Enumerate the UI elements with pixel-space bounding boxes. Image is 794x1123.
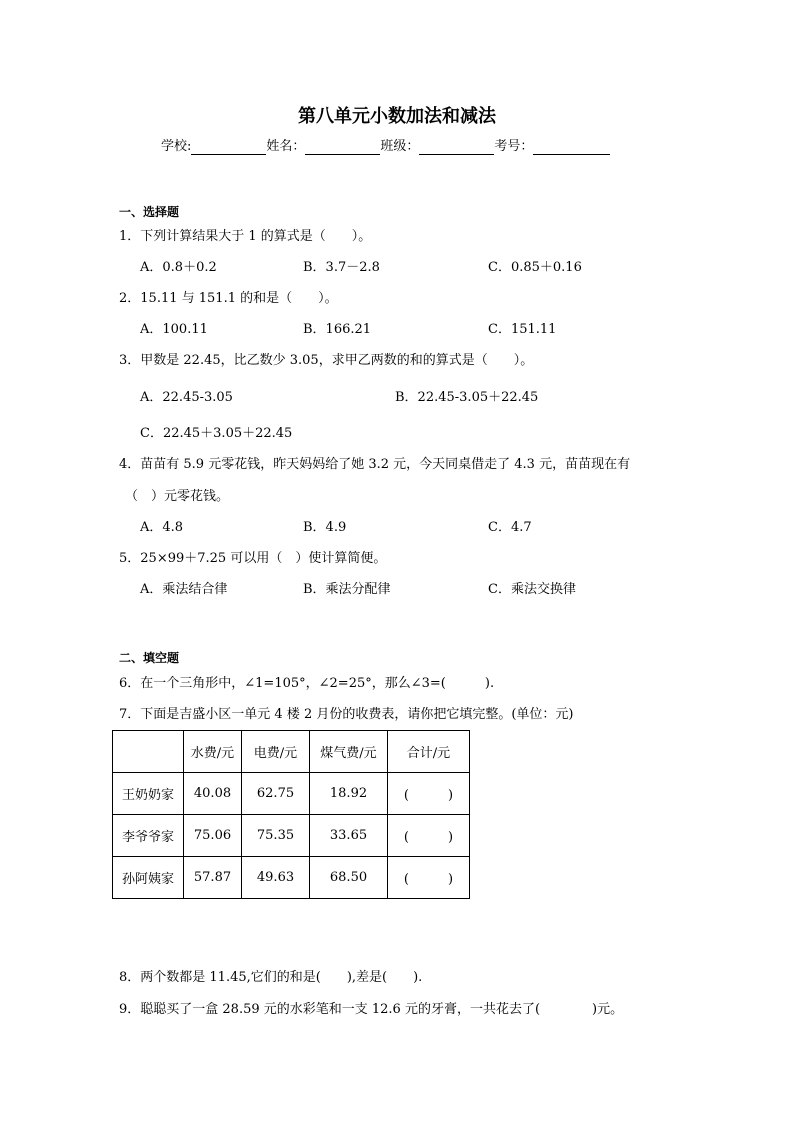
section-heading-choice: 一、选择题	[119, 205, 180, 219]
row-household-name: 孙阿姨家	[113, 857, 184, 899]
student-info-line	[161, 139, 610, 155]
gas-fee-cell: 33.65	[310, 815, 388, 857]
water-fee-cell: 40.08	[184, 773, 242, 815]
electric-fee-cell: 49.63	[242, 857, 310, 899]
table-row	[113, 857, 470, 899]
total-answer-blank[interactable]: ( )	[388, 857, 470, 899]
question-1-option-a[interactable]: A．0.8＋0.2	[140, 260, 217, 275]
question-4-stem-line2: （ ）元零花钱。	[125, 489, 230, 504]
question-3-option-a[interactable]: A．22.45-3.05	[140, 390, 233, 405]
question-2-option-a[interactable]: A．100.11	[140, 322, 208, 337]
fee-table	[112, 730, 470, 899]
gas-fee-cell: 18.92	[310, 773, 388, 815]
table-header-row	[113, 731, 470, 773]
question-5-option-b[interactable]: B．乘法分配律	[303, 582, 391, 597]
electric-fee-cell: 75.35	[242, 815, 310, 857]
page-title: 第八单元小数加法和减法	[298, 106, 496, 127]
question-1-option-b[interactable]: B．3.7－2.8	[303, 260, 380, 275]
question-2-option-c[interactable]: C．151.11	[488, 322, 557, 337]
question-4-option-c[interactable]: C．4.7	[488, 520, 532, 535]
question-5-option-c[interactable]: C．乘法交换律	[488, 582, 576, 597]
electric-fee-cell: 62.75	[242, 773, 310, 815]
school-label: 学校:	[161, 139, 192, 154]
table-row	[113, 815, 470, 857]
question-8: 8．两个数都是 11.45,它们的和是( ),差是( ).	[119, 970, 423, 985]
exam-no-blank[interactable]	[533, 140, 610, 155]
question-4-option-a[interactable]: A．4.8	[140, 520, 184, 535]
gas-fee-cell: 68.50	[310, 857, 388, 899]
total-answer-blank[interactable]: ( )	[388, 773, 470, 815]
table-header-cell: 电费/元	[242, 731, 310, 773]
question-7-stem: 7．下面是吉盛小区一单元 4 楼 2 月份的收费表，请你把它填完整。(单位：元)	[119, 707, 574, 722]
question-6: 6．在一个三角形中，∠1=105°，∠2=25°，那么∠3=( ).	[119, 676, 495, 691]
table-header-cell: 煤气费/元	[310, 731, 388, 773]
row-household-name: 李爷爷家	[113, 815, 184, 857]
class-blank[interactable]	[419, 140, 494, 155]
question-4-stem-line1: 4．苗苗有 5.9 元零花钱，昨天妈妈给了她 3.2 元，今天同桌借走了 4.3 元，苗苗现在有	[119, 457, 631, 472]
question-9: 9．聪聪买了一盒 28.59 元的水彩笔和一支 12.6 元的牙膏，一共花去了( )元。	[119, 1002, 624, 1017]
table-header-cell: 水费/元	[184, 731, 242, 773]
class-label: 班级：	[380, 139, 420, 154]
water-fee-cell: 57.87	[184, 857, 242, 899]
question-3-stem: 3．甲数是 22.45，比乙数少 3.05，求甲乙两数的和的算式是（ ）。	[119, 353, 534, 368]
section-heading-fill-blank: 二、填空题	[119, 651, 180, 665]
question-5-option-a[interactable]: A．乘法结合律	[140, 582, 228, 597]
question-3-option-c[interactable]: C．22.45＋3.05＋22.45	[140, 426, 293, 441]
question-4-option-b[interactable]: B．4.9	[303, 520, 347, 535]
question-2-option-b[interactable]: B．166.21	[303, 322, 372, 337]
row-household-name: 王奶奶家	[113, 773, 184, 815]
table-row	[113, 773, 470, 815]
name-label: 姓名：	[266, 139, 306, 154]
question-1-stem: 1．下列计算结果大于 1 的算式是（ ）。	[119, 229, 372, 244]
school-blank[interactable]	[191, 140, 266, 155]
question-5-stem: 5．25×99＋7.25 可以用（ ）使计算简便。	[119, 551, 387, 566]
table-header-cell	[113, 731, 184, 773]
name-blank[interactable]	[305, 140, 380, 155]
water-fee-cell: 75.06	[184, 815, 242, 857]
exam-no-label: 考号：	[494, 139, 534, 154]
table-header-cell: 合计/元	[388, 731, 470, 773]
total-answer-blank[interactable]: ( )	[388, 815, 470, 857]
question-1-option-c[interactable]: C．0.85＋0.16	[488, 260, 582, 275]
question-2-stem: 2．15.11 与 151.1 的和是（ ）。	[119, 291, 338, 306]
question-3-option-b[interactable]: B．22.45-3.05＋22.45	[395, 390, 539, 405]
